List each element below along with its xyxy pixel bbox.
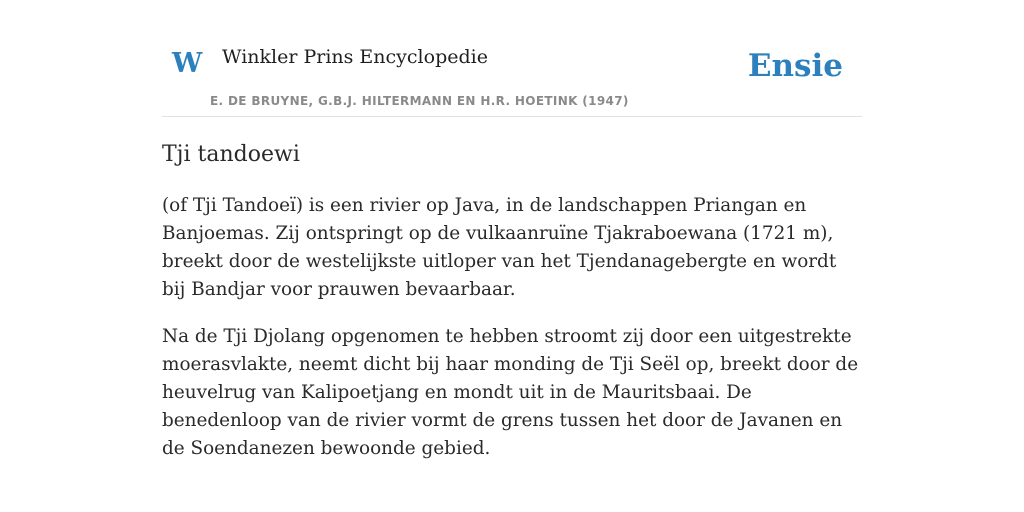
article-paragraph: Na de Tji Djolang opgenomen te hebben stroomt zij door een uitgestrekte moerasvlakte, neemt dicht bij haar monding de Tji Seël op, breekt door de heuvelrug van Kalipoetjang en mondt uit in de Mauritsbaai. De benedenloop van de rivier vormt de grens tussen het door de Javanen en de Soendanezen bewoonde gebied. — [162, 326, 859, 459]
publication-authors: E. DE BRUYNE, G.B.J. HILTERMANN EN H.R. HOETINK (1947) — [210, 94, 629, 108]
publication-header — [162, 0, 862, 117]
article — [162, 138, 862, 463]
article-title: Tji tandoewi — [162, 142, 300, 167]
publication-title[interactable]: Winkler Prins Encyclopedie — [222, 46, 488, 68]
ensie-brand-link[interactable]: Ensie — [747, 48, 843, 84]
article-paragraph: (of Tji Tandoeï) is een rivier op Java, in de landschappen Priangan en Banjoemas. Zij ontspringt op de vulkaanruïne Tjakraboewana (1721 m), breekt door de westelijkste uitloper van het Tjendanagebergte en wordt bij Bandjar voor prauwen bevaarbaar. — [162, 195, 837, 300]
publication-logo[interactable]: W — [172, 48, 203, 79]
